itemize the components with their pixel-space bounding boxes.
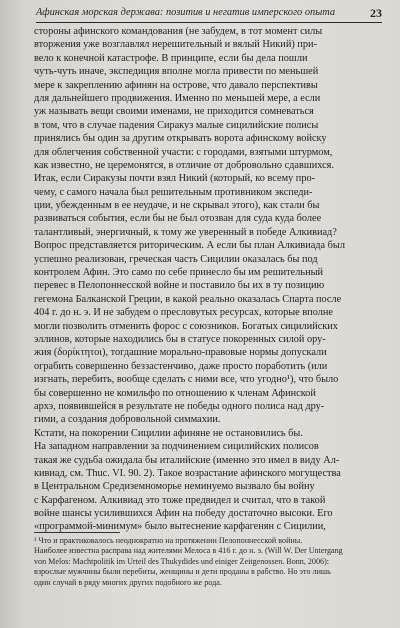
text-line: мере к закреплению афинян на острове, что давало перспективы	[34, 79, 318, 91]
text-line: эллинов, которые находились бы в статусе покоренных силой ору-	[34, 333, 326, 345]
text-line: гими, а создания добровольной симмахии.	[34, 414, 221, 426]
text-line: вторжения уже возглавлял нерешительный и вялый Никий) при-	[34, 39, 317, 51]
footnote-line: ¹ Что и практиковалось неоднократно на протяжении Пелопоннесской войны.	[34, 536, 303, 545]
text-line: жия (δορίκτητοι), тогдашние морально-правовые нормы допускали	[34, 347, 327, 359]
text-line: для облегчения собственной участи: с городами, взятыми штурмом,	[34, 146, 333, 158]
text-line: вело к конечной катастрофе. В принципе, если бы дела пошли	[34, 52, 308, 64]
text-line: могли позволить отменить форос с союзников. Богатых сицилийских	[34, 320, 338, 332]
footnote-line: один случай в ряду многих других подобного же рода.	[34, 577, 222, 587]
text-line: как известно, не церемонятся, в отличие от добровольно сдавшихся.	[34, 159, 334, 171]
text-line: в том, что в случае падения Сиракуз малые сицилийские полисы	[34, 119, 319, 131]
text-line: Итак, если Сиракузы почти взял Никий (который, ко всему про-	[34, 173, 316, 185]
text-line: перевес в Пелопоннесской войне и поставило бы их в ту позицию	[34, 280, 325, 292]
text-line: в Центральном Средиземноморье неминуемо вызвало бы войну	[34, 481, 315, 493]
text-line: принялись бы один за другим открывать ворота афинскому войску	[34, 133, 327, 145]
footnote-line: взрослые мужчины были перебиты, женщины и дети проданы в рабство. Но это лишь	[34, 567, 331, 577]
text-line: На западном направлении за подчинением сицилийских полисов	[34, 441, 319, 453]
text-line: для дальнейшего продвижения. Именно по меньшей мере, а если	[34, 92, 321, 104]
text-line: уж называть вещи своими именами, не приходится сомневаться	[34, 106, 314, 118]
footnote	[34, 536, 384, 588]
text-line: контролем Афин. Это само по себе принесло бы им решительный	[34, 267, 324, 279]
page-number: 23	[370, 6, 382, 20]
text-line: с Карфагеном. Алкивиад это тоже предвидел и считал, что в такой	[34, 494, 326, 506]
text-line: гегемона Балканской Греции, в какой реально оказалась Спарта после	[34, 293, 342, 305]
running-head	[36, 6, 382, 23]
text-line: чему, с самого начала был решительным противником экспеди-	[34, 186, 313, 198]
text-line: 404 г. до н. э. И не забудем о пресловутых ресурсах, которые вполне	[34, 307, 333, 319]
footnote-line: Наиболее известна расправа над жителями Мелоса в 416 г. до н. э. (Will W. Der Untergang	[34, 546, 343, 556]
text-line: успешно реализован, греческая часть Сицилии оказалась бы под	[34, 253, 318, 265]
text-line: стороны афинского командования (не забудем, в тот момент силы	[34, 26, 323, 37]
text-line: Вопрос представляется риторическим. А если бы план Алкивиада был	[34, 240, 345, 252]
text-line: такая же судьба ожидала бы италийские (именно это имел в виду Ал-	[34, 454, 340, 466]
text-line: бы совершенно не комильфо по отношению к членам Афинской	[34, 387, 316, 399]
text-line: изгнать, перебить, вообще сделать с ними все, что угодно¹), что было	[34, 374, 339, 386]
text-line: «программой-минимум» было вытеснение карфагенян с Сицилии,	[34, 521, 326, 533]
text-line: ции, убежденным в ее неудаче, и не скрывал этого), как стали бы	[34, 200, 320, 212]
footnote-line: von Melos: Machtpolitik im Urteil des Thukydides und einiger Zeitgenossen. Bonn, 2006):	[34, 556, 330, 566]
text-line: Кстати, на покорении Сицилии афиняне не остановились бы.	[34, 427, 303, 439]
footnote-divider	[34, 532, 120, 533]
body-text	[34, 25, 384, 534]
text-line: развиваться события, если бы не был отозван для суда куда более	[34, 213, 322, 225]
text-line: талантливый, энергичный, к тому же уверенный в победе Алкивиад?	[34, 226, 337, 238]
running-title: Афинская морская держава: позитив и негатив имперского опыта	[36, 7, 336, 18]
text-line: кивиад, см. Thuc. VI. 90. 2). Такое возрастание афинского могущества	[34, 467, 341, 479]
text-line: ограбить совершенно беззастенчиво, даже просто поработить (или	[34, 360, 328, 372]
text-line: архэ, появившейся в результате не победы одного полиса над дру-	[34, 400, 325, 412]
text-line: чуть-чуть иначе, экспедиция вполне могла привести по меньшей	[34, 66, 319, 78]
text-line: войне шансы усилившихся Афин на победу достаточно высоки. Его	[34, 508, 333, 520]
